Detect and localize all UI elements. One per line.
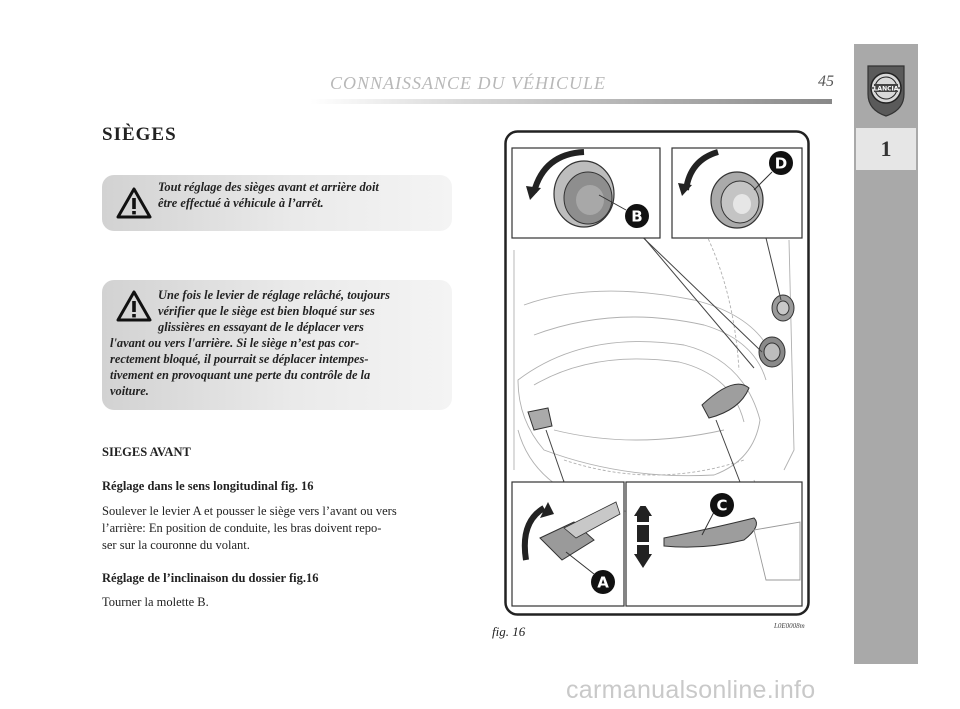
seat-adjustment-figure xyxy=(504,130,810,616)
lancia-logo-icon xyxy=(862,60,910,118)
figure-code: L0E0008m xyxy=(774,622,805,630)
text-line: glissières en essayant de le déplacer vers xyxy=(158,320,364,334)
warning-2-text-indented xyxy=(158,287,444,335)
text-line: rectement bloqué, il pourrait se déplacer intempes- xyxy=(110,352,369,366)
page-number: 45 xyxy=(818,73,834,90)
header-rule xyxy=(310,99,832,104)
text-line: voiture. xyxy=(110,384,149,398)
text-line: Une fois le levier de réglage relâché, toujours xyxy=(158,288,390,302)
warning-box-1 xyxy=(102,175,452,231)
paragraph-backrest: Tourner la molette B. xyxy=(102,595,209,609)
callout-d-label: D xyxy=(774,154,788,173)
text-line: vérifier que le siège est bien bloqué sur ses xyxy=(158,304,375,318)
logo-text: LANCIA xyxy=(873,85,899,93)
warning-box-2 xyxy=(102,280,452,410)
text-line: Tout réglage des sièges avant et arrière doit xyxy=(158,180,379,194)
heading-backrest: Réglage de l’inclinaison du dossier fig.16 xyxy=(102,571,319,585)
watermark: carmanualsonline.info xyxy=(566,676,816,704)
figure-caption: fig. 16 xyxy=(492,624,526,639)
warning-triangle-icon xyxy=(116,187,152,219)
chapter-number: 1 xyxy=(880,136,892,161)
running-header-title: CONNAISSANCE DU VÉHICULE xyxy=(330,73,606,93)
text-line: l'avant ou vers l'arrière. Si le siège n’est pas cor- xyxy=(110,336,360,350)
warning-2-text-full xyxy=(110,335,444,399)
heading-longitudinal: Réglage dans le sens longitudinal fig. 16 xyxy=(102,479,314,493)
text-line: ser sur la couronne du volant. xyxy=(102,538,250,552)
callout-a-label: A xyxy=(597,573,609,592)
subsection-title: SIEGES AVANT xyxy=(102,445,191,459)
text-line: l’arrière: En position de conduite, les bras doivent repo- xyxy=(102,521,382,535)
warning-triangle-icon xyxy=(116,290,152,322)
text-line: être effectué à véhicule à l’arrêt. xyxy=(158,196,324,210)
section-title: SIÈGES xyxy=(102,124,177,145)
chapter-tab[interactable] xyxy=(856,128,916,170)
paragraph-longitudinal xyxy=(102,503,462,554)
text-line: tivement en provoquant une perte du contrôle de la xyxy=(110,368,371,382)
warning-1-text xyxy=(158,179,444,211)
callout-b-label: B xyxy=(631,207,643,226)
callout-c-label: C xyxy=(716,496,728,515)
text-line: Soulever le levier A et pousser le siège vers l’avant ou vers xyxy=(102,504,397,518)
